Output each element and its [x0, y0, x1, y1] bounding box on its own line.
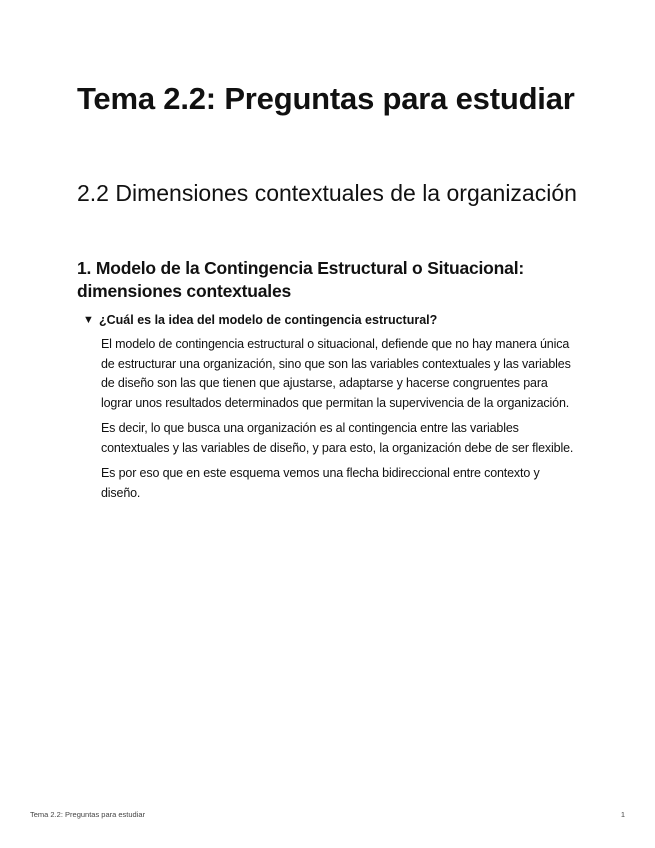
toggle-question: ¿Cuál es la idea del modelo de contingencia estructural? [99, 313, 438, 327]
toggle-header[interactable] [83, 311, 583, 329]
page-title: Tema 2.2: Preguntas para estudiar [77, 81, 575, 116]
toggle-content [101, 335, 581, 503]
section-heading: 2.2 Dimensiones contextuales de la organización [77, 180, 577, 206]
question-toggle [83, 311, 583, 509]
page-number: 1 [620, 810, 625, 819]
paragraph: Es decir, lo que busca una organización es al contingencia entre las variables contextuales y las variables de diseño, y para esto, la organización debe de ser flexible. [101, 421, 574, 455]
footer-title: Tema 2.2: Preguntas para estudiar [30, 810, 146, 819]
subsection-heading: 1. Modelo de la Contingencia Estructural o Situacional: dimensiones contextuales [77, 258, 524, 301]
paragraph: El modelo de contingencia estructural o situacional, defiende que no hay manera única de estructurar una organización, sino que son las variables contextuales y las variables de diseño son las que tienen que ajustarse, adaptarse y hacerse congruentes para lograr unos resultados determinados que permitan la supervivencia de la organización. [101, 337, 571, 410]
caret-down-icon[interactable]: ▼ [83, 314, 94, 326]
paragraph: Es por eso que en este esquema vemos una flecha bidireccional entre contexto y diseño. [101, 466, 540, 500]
